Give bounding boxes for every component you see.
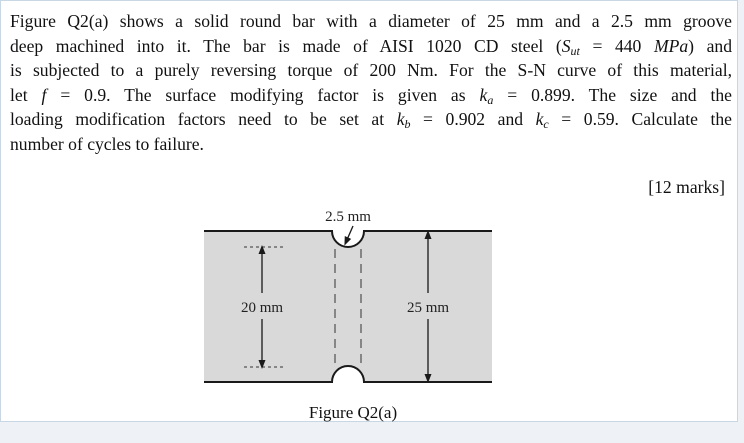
sub-b: b: [404, 117, 411, 132]
text-run: = 0.9. The surface modifying factor is given as: [46, 84, 480, 105]
text-run: ) and: [688, 35, 732, 56]
text-run: loading modification factors need to be set at: [10, 109, 397, 130]
var-s: S: [561, 35, 571, 56]
sub-a: a: [487, 92, 494, 107]
figure-caption: Figure Q2(a): [308, 403, 398, 422]
var-k: k: [479, 84, 488, 105]
var-k: k: [535, 109, 544, 130]
var-k: k: [396, 109, 405, 130]
question-line-6: number of cycles to failure.: [10, 133, 204, 154]
sub-c: c: [543, 117, 549, 132]
text-run: deep machined into it. The bar is made of AISI 1020 CD steel (: [10, 35, 562, 56]
text-run: let: [10, 84, 42, 105]
text-run: = 0.59. Calculate the: [548, 109, 732, 130]
var-f: f: [41, 84, 47, 105]
left-dim-label: 20 mm: [240, 300, 284, 316]
groove-depth-label: 2.5 mm: [325, 209, 371, 225]
groove-bar-figure: [1, 1, 739, 423]
unit-mpa: MPa: [653, 35, 689, 56]
text-run: = 0.902 and: [410, 109, 536, 130]
question-line-1: Figure Q2(a) shows a solid round bar with a diameter of 25 mm and a 2.5 mm groove: [10, 11, 732, 31]
right-dim-label: 25 mm: [406, 300, 450, 316]
text-run: = 440: [579, 35, 654, 56]
sub-ut: ut: [570, 43, 580, 58]
groove-depth-arrow: [346, 226, 353, 242]
marks-label: [12 marks]: [648, 177, 725, 197]
text-run: = 0.899. The size and the: [493, 84, 732, 105]
question-line-3: is subjected to a purely reversing torque of 200 Nm. For the S-N curve of this material,: [10, 60, 732, 81]
